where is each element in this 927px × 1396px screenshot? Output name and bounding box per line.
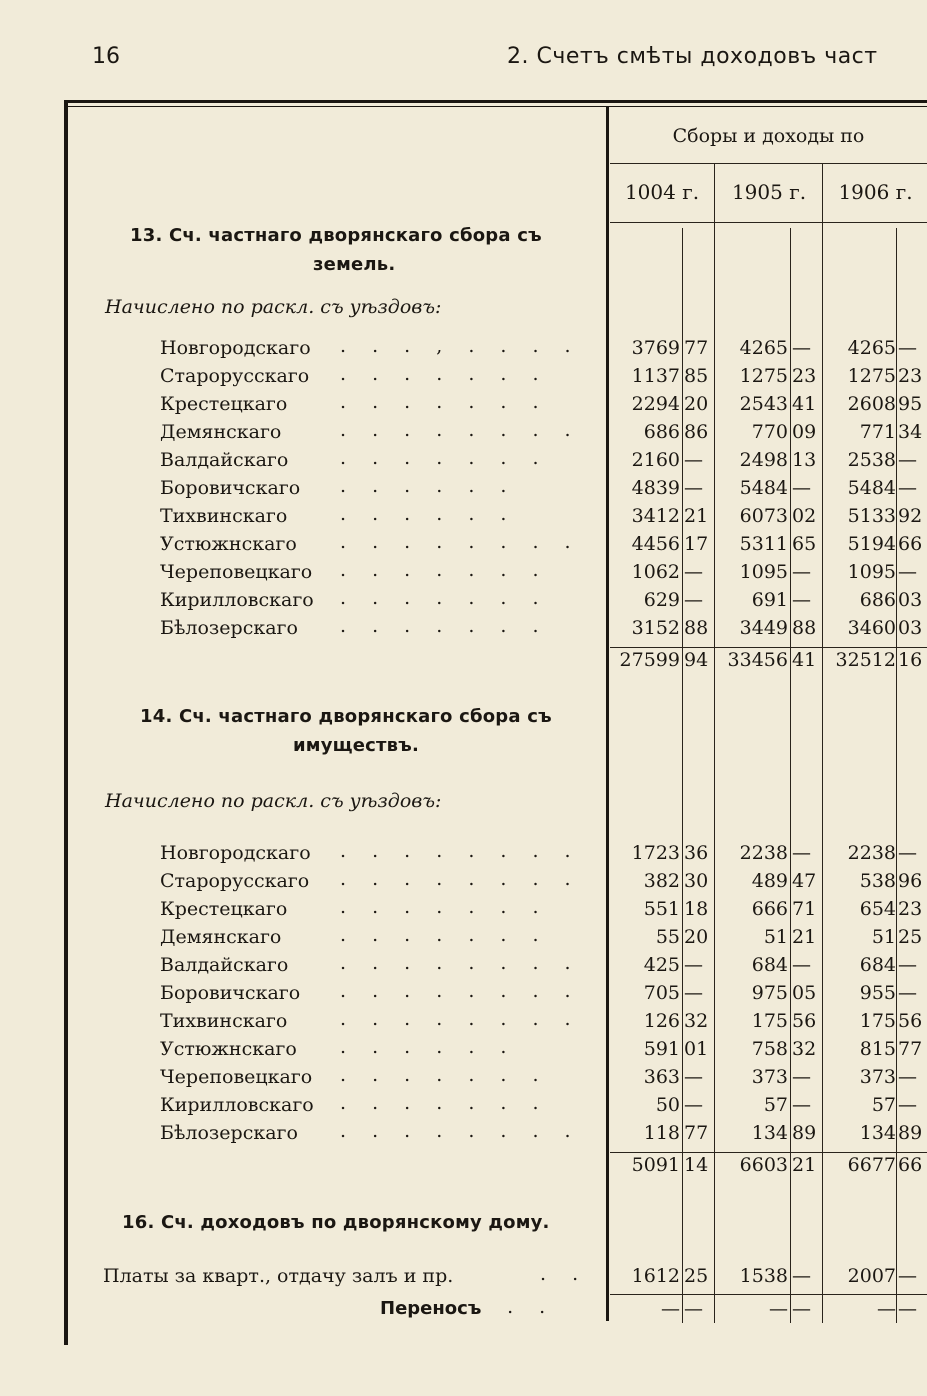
section-14-subtitle: Начислено по раскл. съ уѣздовъ: [105,790,442,812]
value-1905-kopeks: 88 [792,617,817,639]
leader-dots: . . . , . . . . [340,335,581,357]
value-1906-rubles: 686 [859,589,896,611]
carry-1904-kopeks: — [684,1298,703,1320]
value-1904-kopeks: — [684,982,703,1004]
value-1904-rubles: 3769 [631,337,680,359]
value-1906-kopeks: 89 [898,1122,923,1144]
value-1906-kopeks: 03 [898,617,923,639]
leader-dots: . . . . . . . [340,559,549,581]
value-1905-kopeks: 13 [792,449,817,471]
value-1906-rubles: 175 [859,1010,896,1032]
table-header-label: Сборы и доходы по [672,125,865,147]
year-underline [610,222,927,223]
value-1904-kopeks: — [684,1066,703,1088]
carry-forward-row [0,1298,927,1326]
value-1904-rubles: 1062 [631,561,680,583]
value-1906-kopeks: — [898,1094,917,1116]
value-1904-rubles: 2294 [631,393,680,415]
value-1905-rubles: 684 [751,954,788,976]
leader-dots: . . . . . . . [340,447,549,469]
value-1904-kopeks: — [684,449,703,471]
district-row [0,1122,927,1150]
district-name: Новгородскаго [160,842,311,864]
value-1906-kopeks: 66 [898,533,923,555]
value-1904-rubles: 126 [643,1010,680,1032]
district-row [0,926,927,954]
value-1904-kopeks: 01 [684,1038,709,1060]
top-rule [64,100,927,103]
value-1904-rubles: 4839 [631,477,680,499]
leader-dots: . . . . . . . [340,587,549,609]
total-1906-kopeks: 16 [898,649,923,671]
value-1905-kopeks: 47 [792,870,817,892]
value-1904-kopeks: — [684,477,703,499]
total-line [610,647,927,648]
value-1904-rubles: 425 [643,954,680,976]
value-1905-rubles: 770 [751,421,788,443]
carry-1905-kopeks: — [792,1298,811,1320]
leader-dots: . . . . . . . . [340,980,581,1002]
section-14-title: 14. Сч. частнаго дворянскаго сбора съ [140,706,552,727]
value-1906-rubles: 4265 [847,337,896,359]
value-1906-kopeks: 25 [898,926,923,948]
leader-dots: . . . . . . . . [340,868,581,890]
district-name: Валдайскаго [160,954,289,976]
leader-dots: . . . [475,1296,556,1318]
district-name: Кирилловскаго [160,1094,314,1116]
value-1906-rubles: 2538 [847,449,896,471]
district-row [0,898,927,926]
value-1905-rubles: 1095 [739,561,788,583]
district-name: Крестецкаго [160,393,288,415]
value-1905-kopeks: 23 [792,365,817,387]
value-1904-rubles: 4456 [631,533,680,555]
value-1905-rubles: 4265 [739,337,788,359]
leader-dots: . . . . . . . [340,615,549,637]
value-1906-rubles: 5484 [847,477,896,499]
value-1905-kopeks: — [792,842,811,864]
value-1904-rubles: 1612 [631,1265,680,1287]
district-row [0,589,927,617]
value-1904-kopeks: 85 [684,365,709,387]
value-1906-kopeks: 23 [898,365,923,387]
district-name: Кирилловскаго [160,589,314,611]
carry-1906-rubles: — [877,1298,896,1320]
leader-dots: . . . . . . . [340,924,549,946]
value-1904-rubles: 686 [643,421,680,443]
district-name: Демянскаго [160,421,282,443]
leader-dots: . . . . . . . . [340,531,581,553]
district-row [0,337,927,365]
value-1905-kopeks: — [792,1094,811,1116]
total-1905-kopeks: 41 [792,649,817,671]
district-row [0,449,927,477]
district-row [0,365,927,393]
year-column-header: 1906 г. [838,180,913,204]
value-1904-kopeks: 21 [684,505,709,527]
value-1904-rubles: 50 [655,1094,680,1116]
year-column-header: 1004 г. [624,180,700,204]
carry-line [610,1294,927,1295]
district-row [0,505,927,533]
district-name: Устюжнскаго [160,1038,297,1060]
district-name: Старорусскаго [160,365,310,387]
value-1906-rubles: 51 [871,926,896,948]
section-14-title-cont: имуществъ. [293,735,420,756]
value-1904-rubles: 551 [643,898,680,920]
total-1906-kopeks: 66 [898,1154,923,1176]
value-1905-rubles: 3449 [739,617,788,639]
page-number: 16 [92,44,120,69]
value-1905-kopeks: 32 [792,1038,817,1060]
district-name: Тихвинскаго [160,1010,288,1032]
district-row [0,1010,927,1038]
leader-dots: . . . . . . . [340,896,549,918]
district-row [0,870,927,898]
value-1906-rubles: 815 [859,1038,896,1060]
section-16-title: 16. Сч. доходовъ по дворянскому дому. [122,1212,550,1233]
district-row [0,1038,927,1066]
leader-dots: . . . . . . . [340,1092,549,1114]
value-1906-rubles: 955 [859,982,896,1004]
value-1905-kopeks: 21 [792,926,817,948]
leader-dots: . . . . . . [340,475,517,497]
running-head: 2. Счетъ смѣты доходовъ част [507,44,878,69]
section-13-title-cont: земель. [313,254,396,275]
value-1905-kopeks: 09 [792,421,817,443]
value-1905-rubles: 5311 [739,533,788,555]
value-1906-kopeks: — [898,982,917,1004]
value-1905-kopeks: — [792,1265,811,1287]
value-1905-kopeks: 65 [792,533,817,555]
leader-dots: . . . . . . . [340,363,549,385]
value-1904-kopeks: — [684,1094,703,1116]
value-1904-kopeks: 77 [684,337,709,359]
value-1905-kopeks: 02 [792,505,817,527]
value-1904-rubles: 3412 [631,505,680,527]
value-1904-rubles: 2160 [631,449,680,471]
value-1906-kopeks: 34 [898,421,923,443]
district-name: Тихвинскаго [160,505,288,527]
value-1904-rubles: 363 [643,1066,680,1088]
value-1904-kopeks: 20 [684,393,709,415]
value-1905-rubles: 666 [751,898,788,920]
value-1906-kopeks: 96 [898,870,923,892]
district-row [0,1094,927,1122]
district-name: Череповецкаго [160,1066,313,1088]
value-1905-rubles: 5484 [739,477,788,499]
value-1905-rubles: 2238 [739,842,788,864]
row-label: Платы за кварт., отдачу залъ и пр. [103,1265,454,1287]
district-name: Бѣлозерскаго [160,617,298,639]
district-row [0,561,927,589]
value-1906-kopeks: — [898,954,917,976]
leader-dots: . . . . . . . . [340,952,581,974]
value-1906-kopeks: 23 [898,898,923,920]
value-1906-rubles: 654 [859,898,896,920]
carry-1904-rubles: — [661,1298,680,1320]
value-1905-rubles: 1275 [739,365,788,387]
district-name: Боровичскаго [160,982,301,1004]
value-1905-rubles: 489 [751,870,788,892]
district-row [0,842,927,870]
section-16-row [0,1265,927,1293]
value-1905-rubles: 51 [763,926,788,948]
total-1904-rubles: 27599 [619,649,680,671]
value-1905-kopeks: — [792,337,811,359]
value-1905-kopeks: — [792,954,811,976]
value-1904-rubles: 591 [643,1038,680,1060]
total-1905-rubles: 33456 [727,649,788,671]
value-1905-kopeks: — [792,561,811,583]
district-row [0,954,927,982]
district-name: Валдайскаго [160,449,289,471]
value-1906-rubles: 2007 [847,1265,896,1287]
value-1904-rubles: 382 [643,870,680,892]
district-name: Демянскаго [160,926,282,948]
district-row [0,1066,927,1094]
district-row [0,477,927,505]
value-1906-kopeks: 95 [898,393,923,415]
value-1904-rubles: 705 [643,982,680,1004]
value-1906-rubles: 2238 [847,842,896,864]
leader-dots: . . . . . . . . [340,419,581,441]
value-1904-kopeks: 77 [684,1122,709,1144]
value-1904-kopeks: 17 [684,533,709,555]
section-14-total [0,1154,927,1182]
value-1906-kopeks: 56 [898,1010,923,1032]
district-name: Новгородскаго [160,337,311,359]
value-1905-kopeks: 71 [792,898,817,920]
district-row [0,533,927,561]
value-1905-rubles: 134 [751,1122,788,1144]
value-1906-kopeks: 03 [898,589,923,611]
year-column-header: 1905 г. [731,180,807,204]
value-1905-rubles: 373 [751,1066,788,1088]
value-1905-kopeks: — [792,477,811,499]
leader-dots: . . . . . . [340,503,517,525]
leader-dots: . . . . . . . [340,391,549,413]
value-1906-kopeks: — [898,477,917,499]
value-1904-rubles: 55 [655,926,680,948]
total-1905-kopeks: 21 [792,1154,817,1176]
leader-dots: . . . . . . . . [340,1120,581,1142]
value-1904-kopeks: 18 [684,898,709,920]
district-name: Боровичскаго [160,477,301,499]
leader-dots: . . [540,1263,589,1285]
value-1906-rubles: 1095 [847,561,896,583]
value-1904-kopeks: — [684,561,703,583]
value-1906-kopeks: — [898,1265,917,1287]
value-1906-kopeks: — [898,1066,917,1088]
value-1904-rubles: 1137 [631,365,680,387]
value-1905-rubles: 758 [751,1038,788,1060]
value-1904-kopeks: 88 [684,617,709,639]
value-1905-rubles: 691 [751,589,788,611]
value-1904-kopeks: 25 [684,1265,709,1287]
value-1905-kopeks: 56 [792,1010,817,1032]
district-name: Череповецкаго [160,561,313,583]
value-1906-rubles: 5194 [847,533,896,555]
carry-1905-rubles: — [769,1298,788,1320]
value-1906-rubles: 373 [859,1066,896,1088]
value-1904-kopeks: 36 [684,842,709,864]
value-1906-rubles: 134 [859,1122,896,1144]
section-13-title: 13. Сч. частнаго дворянскаго сбора съ [130,225,542,246]
value-1906-kopeks: — [898,449,917,471]
value-1904-rubles: 629 [643,589,680,611]
district-row [0,617,927,645]
value-1904-kopeks: 32 [684,1010,709,1032]
district-row [0,982,927,1010]
leader-dots: . . . . . . [340,1036,517,1058]
leader-dots: . . . . . . . [340,1064,549,1086]
value-1904-kopeks: 20 [684,926,709,948]
value-1905-kopeks: 89 [792,1122,817,1144]
value-1906-rubles: 57 [871,1094,896,1116]
value-1905-rubles: 2498 [739,449,788,471]
value-1906-kopeks: — [898,561,917,583]
value-1905-kopeks: — [792,1066,811,1088]
value-1904-kopeks: — [684,589,703,611]
value-1905-rubles: 175 [751,1010,788,1032]
value-1906-kopeks: 92 [898,505,923,527]
value-1904-rubles: 118 [643,1122,680,1144]
total-1906-rubles: 6677 [847,1154,896,1176]
value-1905-kopeks: — [792,589,811,611]
value-1906-rubles: 2608 [847,393,896,415]
value-1906-rubles: 3460 [847,617,896,639]
leader-dots: . . . . . . . . [340,1008,581,1030]
value-1906-rubles: 1275 [847,365,896,387]
value-1904-rubles: 3152 [631,617,680,639]
total-1904-kopeks: 14 [684,1154,709,1176]
value-1906-kopeks: 77 [898,1038,923,1060]
total-line [610,1152,927,1153]
total-1904-kopeks: 94 [684,649,709,671]
value-1906-kopeks: — [898,337,917,359]
value-1904-kopeks: 86 [684,421,709,443]
carry-label: Переносъ [380,1298,482,1319]
value-1904-rubles: 1723 [631,842,680,864]
total-1904-rubles: 5091 [631,1154,680,1176]
carry-1906-kopeks: — [898,1298,917,1320]
value-1906-rubles: 684 [859,954,896,976]
total-1906-rubles: 32512 [835,649,896,671]
value-1906-kopeks: — [898,842,917,864]
value-1906-rubles: 538 [859,870,896,892]
top-rule-thin [64,106,927,107]
value-1905-rubles: 975 [751,982,788,1004]
value-1904-kopeks: 30 [684,870,709,892]
leader-dots: . . . . . . . . [340,840,581,862]
value-1906-rubles: 5133 [847,505,896,527]
section-13-subtitle: Начислено по раскл. съ уѣздовъ: [105,296,442,318]
district-name: Старорусскаго [160,870,310,892]
header-underline [610,163,927,164]
district-row [0,393,927,421]
total-1905-rubles: 6603 [739,1154,788,1176]
value-1905-kopeks: 05 [792,982,817,1004]
value-1905-rubles: 1538 [739,1265,788,1287]
district-name: Крестецкаго [160,898,288,920]
value-1905-rubles: 57 [763,1094,788,1116]
district-row [0,421,927,449]
district-name: Устюжнскаго [160,533,297,555]
value-1906-rubles: 771 [859,421,896,443]
value-1905-rubles: 2543 [739,393,788,415]
section-13-total [0,649,927,677]
value-1905-kopeks: 41 [792,393,817,415]
value-1904-kopeks: — [684,954,703,976]
value-1905-rubles: 6073 [739,505,788,527]
district-name: Бѣлозерскаго [160,1122,298,1144]
